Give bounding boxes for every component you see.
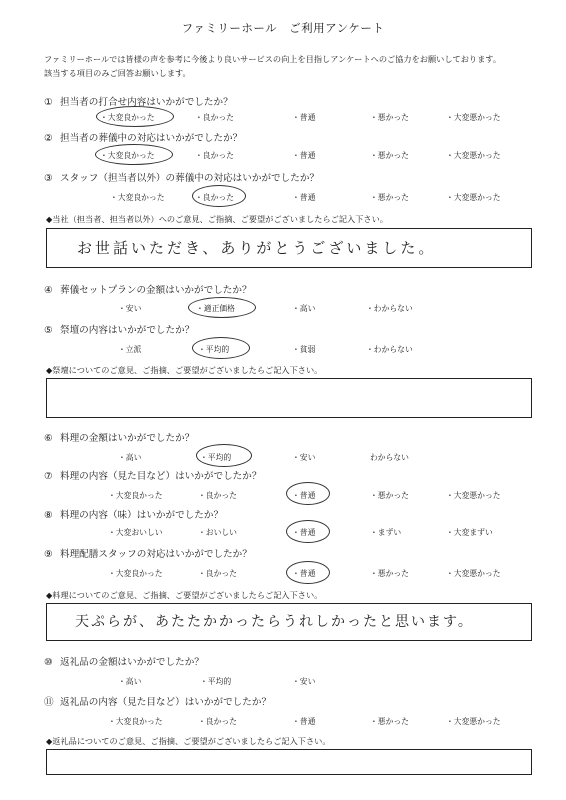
question-3 [44,170,319,184]
option-bad[interactable]: ・悪かった [370,491,409,500]
question-number: ⑥ [44,433,53,444]
question-11 [44,694,271,708]
comment-box-return-gift[interactable] [46,749,532,775]
comment-box-altar[interactable] [46,378,532,418]
comment-label-company: ◆当社（担当者、担当者以外）へのご意見、ご指摘、ご要望がございましたらご記入下さい。 [46,214,388,224]
option-average[interactable]: ・平均的 [200,677,232,686]
question-6 [44,430,194,444]
question-number: ⑨ [44,549,53,560]
question-text: 返礼品の内容（見た目など）はいかがでしたか？ [60,697,272,708]
option-very-good[interactable]: ・大変良かった [108,569,163,578]
question-text: 担当者の葬儀中の対応はいかがでしたか？ [60,133,243,144]
selection-circle [188,297,256,318]
page-title: ファミリーホール ご利用アンケート [181,21,385,35]
comment-label-altar: ◆祭壇についてのご意見、ご指摘、ご要望がございましたらご記入下さい。 [46,365,323,375]
option-average[interactable]: ・普通 [292,491,316,500]
option-splendid[interactable]: ・立派 [118,345,142,354]
question-number: ⑦ [44,471,53,482]
option-very-bad[interactable]: ・大変悪かった [446,569,501,578]
intro-line-2: 該当する項目のみご回答お願いします。 [44,68,191,78]
question-text: 返礼品の金額はいかがでしたか？ [60,657,204,668]
option-very-bad[interactable]: ・大変悪かった [446,151,501,160]
option-very-bad[interactable]: ・大変悪かった [446,113,501,122]
selection-circle [196,444,252,467]
question-7 [44,468,261,482]
option-expensive[interactable]: ・高い [292,304,316,313]
selection-circle [96,106,174,127]
option-very-bad[interactable]: ・大変悪かった [446,491,501,500]
option-tasty[interactable]: ・おいしい [198,528,237,537]
selection-circle [192,185,246,207]
question-text: 祭壇の内容はいかがでしたか？ [60,325,195,336]
option-very-bad-taste[interactable]: ・大変まずい [446,528,493,537]
option-cheap[interactable]: ・安い [118,304,142,313]
option-very-good[interactable]: ・大変良かった [110,193,165,202]
selection-circle [286,520,330,543]
option-good[interactable]: ・良かった [195,193,234,202]
question-8 [44,507,223,521]
option-good[interactable]: ・良かった [195,113,234,122]
question-9 [44,546,252,560]
option-very-bad[interactable]: ・大変悪かった [446,193,501,202]
option-average[interactable]: ・普通 [292,528,316,537]
option-average[interactable]: ・平均的 [200,453,232,462]
option-very-bad[interactable]: ・大変悪かった [446,717,501,726]
option-good[interactable]: ・良かった [198,717,237,726]
option-fair-price[interactable]: ・適正価格 [196,304,235,313]
option-expensive[interactable]: ・高い [118,677,142,686]
question-number: ⑧ [44,510,53,521]
question-4 [44,282,252,296]
handwritten-comment: 天ぷらが、あたたかかったらうれしかったと思います。 [75,614,474,630]
option-unknown[interactable]: ・わからない [366,345,413,354]
comment-label-return-gift: ◆返礼品についてのご意見、ご指摘、ご要望がございましたらご記入下さい。 [46,736,331,746]
option-very-tasty[interactable]: ・大変おいしい [108,528,163,537]
option-bad[interactable]: ・悪かった [370,151,409,160]
question-number: ③ [44,173,53,184]
selection-circle [286,482,330,505]
selection-circle [95,144,173,165]
question-number: ② [44,133,53,144]
option-very-good[interactable]: ・大変良かった [108,491,163,500]
option-bad[interactable]: ・悪かった [370,113,409,122]
option-bad[interactable]: ・悪かった [370,193,409,202]
handwritten-comment: お世話いただき、ありがとうございました。 [77,239,437,257]
comment-box-company[interactable] [46,228,532,268]
option-average[interactable]: ・平均的 [198,345,230,354]
option-average[interactable]: ・普通 [292,151,316,160]
option-good[interactable]: ・良かった [198,569,237,578]
option-average[interactable]: ・普通 [292,717,316,726]
question-number: ④ [44,285,53,296]
option-very-good[interactable]: ・大変良かった [100,151,155,160]
question-number: ⑪ [44,697,54,708]
question-number: ⑩ [44,657,53,668]
option-average[interactable]: ・普通 [292,569,316,578]
comment-box-food[interactable] [46,603,532,641]
selection-circle [286,561,330,584]
option-very-good[interactable]: ・大変良かった [100,113,155,122]
option-very-good[interactable]: ・大変良かった [108,717,163,726]
selection-circle [192,337,250,359]
question-10 [44,654,204,668]
option-good[interactable]: ・良かった [198,491,237,500]
option-unknown[interactable]: ・わからない [366,304,413,313]
option-cheap[interactable]: ・安い [292,677,316,686]
question-text: 料理配膳スタッフの対応はいかがでしたか？ [60,549,252,560]
question-2 [44,130,242,144]
option-bad-taste[interactable]: ・まずい [370,528,402,537]
intro-line-1: ファミリーホールでは皆様の声を参考に今後より良いサービスの向上を目指しアンケートへのご協力をお願いしております。 [44,54,502,64]
option-cheap[interactable]: ・安い [292,453,316,462]
option-bad[interactable]: ・悪かった [370,717,409,726]
question-text: スタッフ（担当者以外）の葬儀中の対応はいかがでしたか？ [60,173,320,184]
question-text: 料理の金額はいかがでしたか？ [60,433,195,444]
question-text: 担当者の打合せ内容はいかがでしたか？ [60,97,233,108]
option-poor[interactable]: ・貧弱 [292,345,316,354]
question-text: 料理の内容（味）はいかがでしたか？ [60,510,224,521]
question-number: ① [44,97,53,108]
option-good[interactable]: ・良かった [195,151,234,160]
question-number: ⑤ [44,325,53,336]
option-unknown[interactable]: わからない [370,453,409,462]
question-text: 葬儀セットプランの金額はいかがでしたか？ [60,285,252,296]
question-5 [44,322,194,336]
option-average[interactable]: ・普通 [292,113,316,122]
question-text: 料理の内容（見た目など）はいかがでしたか？ [60,471,262,482]
option-expensive[interactable]: ・高い [118,453,142,462]
option-bad[interactable]: ・悪かった [370,569,409,578]
comment-label-food: ◆料理についてのご意見、ご指摘、ご要望がございましたらご記入下さい。 [46,590,323,600]
option-average[interactable]: ・普通 [292,193,316,202]
